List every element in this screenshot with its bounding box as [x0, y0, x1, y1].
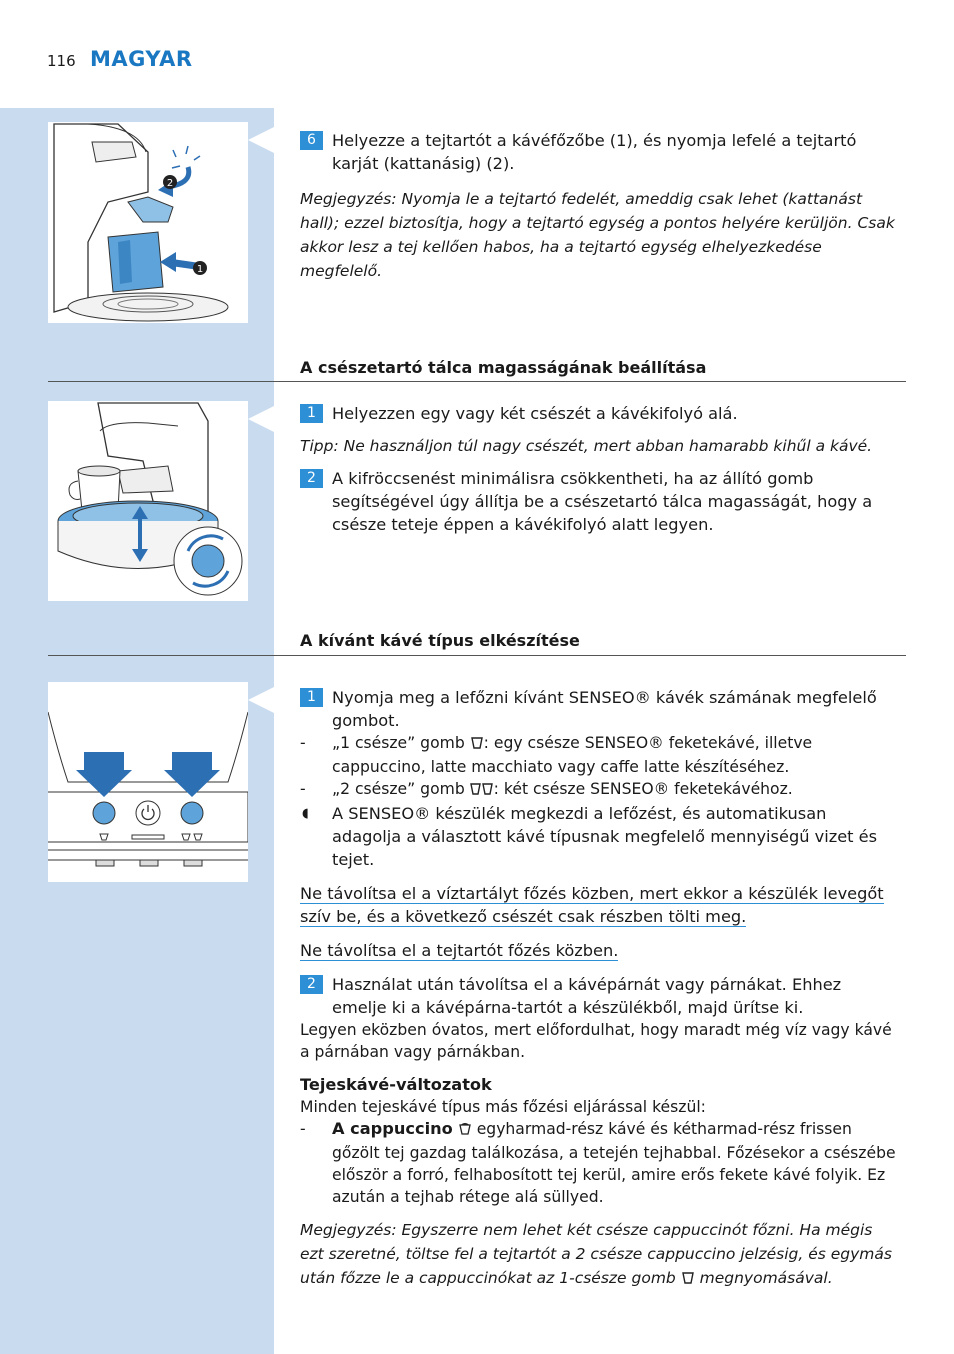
page-number: 116 [47, 52, 76, 70]
section-heading-coffee-type: A kívánt kávé típus elkészítése [300, 631, 580, 650]
step-text: Használat után távolítsa el a kávépárnát vagy párnákat. Ehhez emelje ki a kávépárna-tartót a készülékből, majd ürítse ki. [332, 975, 842, 1017]
step-1 [300, 686, 900, 732]
step-2 [300, 467, 900, 536]
note [300, 1218, 900, 1292]
warning-milk-container [300, 939, 900, 962]
callout-2: 2 [166, 178, 174, 189]
dash-mark: - [300, 780, 306, 798]
step-text: A kifröccsenést minimálisra csökkentheti, ha az állító gomb segítségével úgy állítja be a csészetartó tálca magasságát, hogy a csésze teteje éppen a kávékifolyó alatt legyen. [332, 469, 873, 534]
step-number: 2 [300, 469, 323, 488]
result-text: A SENSEO® készülék megkezdi a lefőzést, és automatikusan adagolja a választott kávé típusnak megfelelő mennyiségű vizet és tejet. [332, 804, 878, 869]
result-arrow-icon: ◖ [302, 806, 309, 821]
option-text-pre: „1 csésze” gomb [332, 734, 470, 752]
option-text-pre: „2 csésze” gomb [332, 780, 470, 798]
illustration-pointer [248, 687, 274, 713]
cappuccino-label: A cappuccino [332, 1119, 453, 1138]
step-number: 6 [300, 131, 323, 150]
result-item [300, 802, 900, 871]
warning-text: Ne távolítsa el a tejtartót főzés közben. [300, 941, 619, 960]
cappuccino-text: egyharmad-rész kávé és kétharmad-rész frissen gőzölt tej gazdag találkozása, a tetején tejhabbal. Főzésekor a csészébe először a forró, felhabosított tej kerül, amire erős fekete kávé folyik. Ez azután a tejhab rétege alá süllyed. [332, 1120, 896, 1206]
intro-text: Minden tejeskávé típus más főzési eljárással készül: [300, 1098, 706, 1116]
note-prefix: Megjegyzés: [300, 190, 397, 208]
language-heading: MAGYAR [90, 47, 193, 71]
tip-prefix: Tipp: [300, 437, 339, 455]
cappuccino-icon [458, 1120, 472, 1142]
tip [300, 434, 900, 458]
note-prefix: Megjegyzés: [300, 1221, 397, 1239]
step-number: 1 [300, 404, 323, 423]
illustration-pointer [248, 127, 274, 153]
dash-mark: - [300, 1120, 306, 1138]
section3-content [300, 686, 900, 1292]
caution-text: Legyen eközben óvatos, mert előfordulhat, hogy maradt még víz vagy kávé a párnában vagy párnákban. [300, 1021, 892, 1061]
note-text-end: megnyomásával. [694, 1269, 833, 1287]
step-2 [300, 973, 900, 1019]
step-number: 1 [300, 688, 323, 707]
cappuccino-item [300, 1118, 900, 1208]
note [300, 187, 900, 283]
step-text: Nyomja meg a lefőzni kívánt SENSEO® kávék számának megfelelő gombot. [332, 688, 877, 730]
two-cups-icon [470, 780, 494, 802]
step-6 [300, 129, 900, 175]
step-number: 2 [300, 975, 323, 994]
cup-tray-illustration [48, 401, 248, 601]
one-cup-icon [470, 734, 484, 756]
note-text: Egyszerre nem lehet két csésze cappuccinót főzni. Ha mégis ezt szeretné, töltse fel a tejtartót a 2 csésze cappuccino jelzésig, és egymás után főzze le a cappuccinókat az 1-csésze gomb [300, 1221, 892, 1287]
section2-content [300, 402, 900, 536]
sub-heading: Tejeskávé-változatok [300, 1075, 492, 1094]
step-text: Helyezze a tejtartót a kávéfőzőbe (1), és nyomja lefelé a tejtartó karját (kattanásig) (2). [332, 131, 857, 173]
divider [48, 655, 906, 656]
callout-1: 1 [196, 264, 204, 275]
buttons-illustration [48, 682, 248, 882]
one-cup-icon [681, 1268, 695, 1292]
dash-mark: - [300, 734, 306, 752]
option-text-post: : két csésze SENSEO® feketekávéhoz. [493, 780, 793, 798]
note-text: Nyomja le a tejtartó fedelét, ameddig csak lehet (kattanást hall); ezzel biztosítja, hogy a tejtartó egység a pontos helyére kerüljön. Csak akkor lesz a tej kellően habos, ha a tejtartó egység elhelyezkedése megfelelő. [300, 190, 895, 280]
warning-reservoir [300, 882, 900, 928]
section-heading-cup-tray: A csészetartó tálca magasságának beállítása [300, 358, 707, 377]
warning-text: Ne távolítsa el a víztartályt főzés közben, mert ekkor a készülék levegőt szív be, és a következő csészét csak részben tölti meg. [300, 884, 884, 926]
milk-container-illustration [48, 122, 248, 323]
illustration-pointer [248, 406, 274, 432]
option-one-cup [300, 732, 900, 778]
step-1 [300, 402, 900, 425]
step-text: Helyezzen egy vagy két csészét a kávékifolyó alá. [332, 404, 738, 423]
tip-text: Ne használjon túl nagy csészét, mert abban hamarabb kihűl a kávé. [338, 437, 873, 455]
divider [48, 381, 906, 382]
section1-content [300, 129, 900, 283]
option-two-cups [300, 778, 900, 802]
option-text-post: : egy csésze SENSEO® feketekávé, illetve cappuccino, latte macchiato vagy caffe latte készítéséhez. [332, 734, 813, 776]
